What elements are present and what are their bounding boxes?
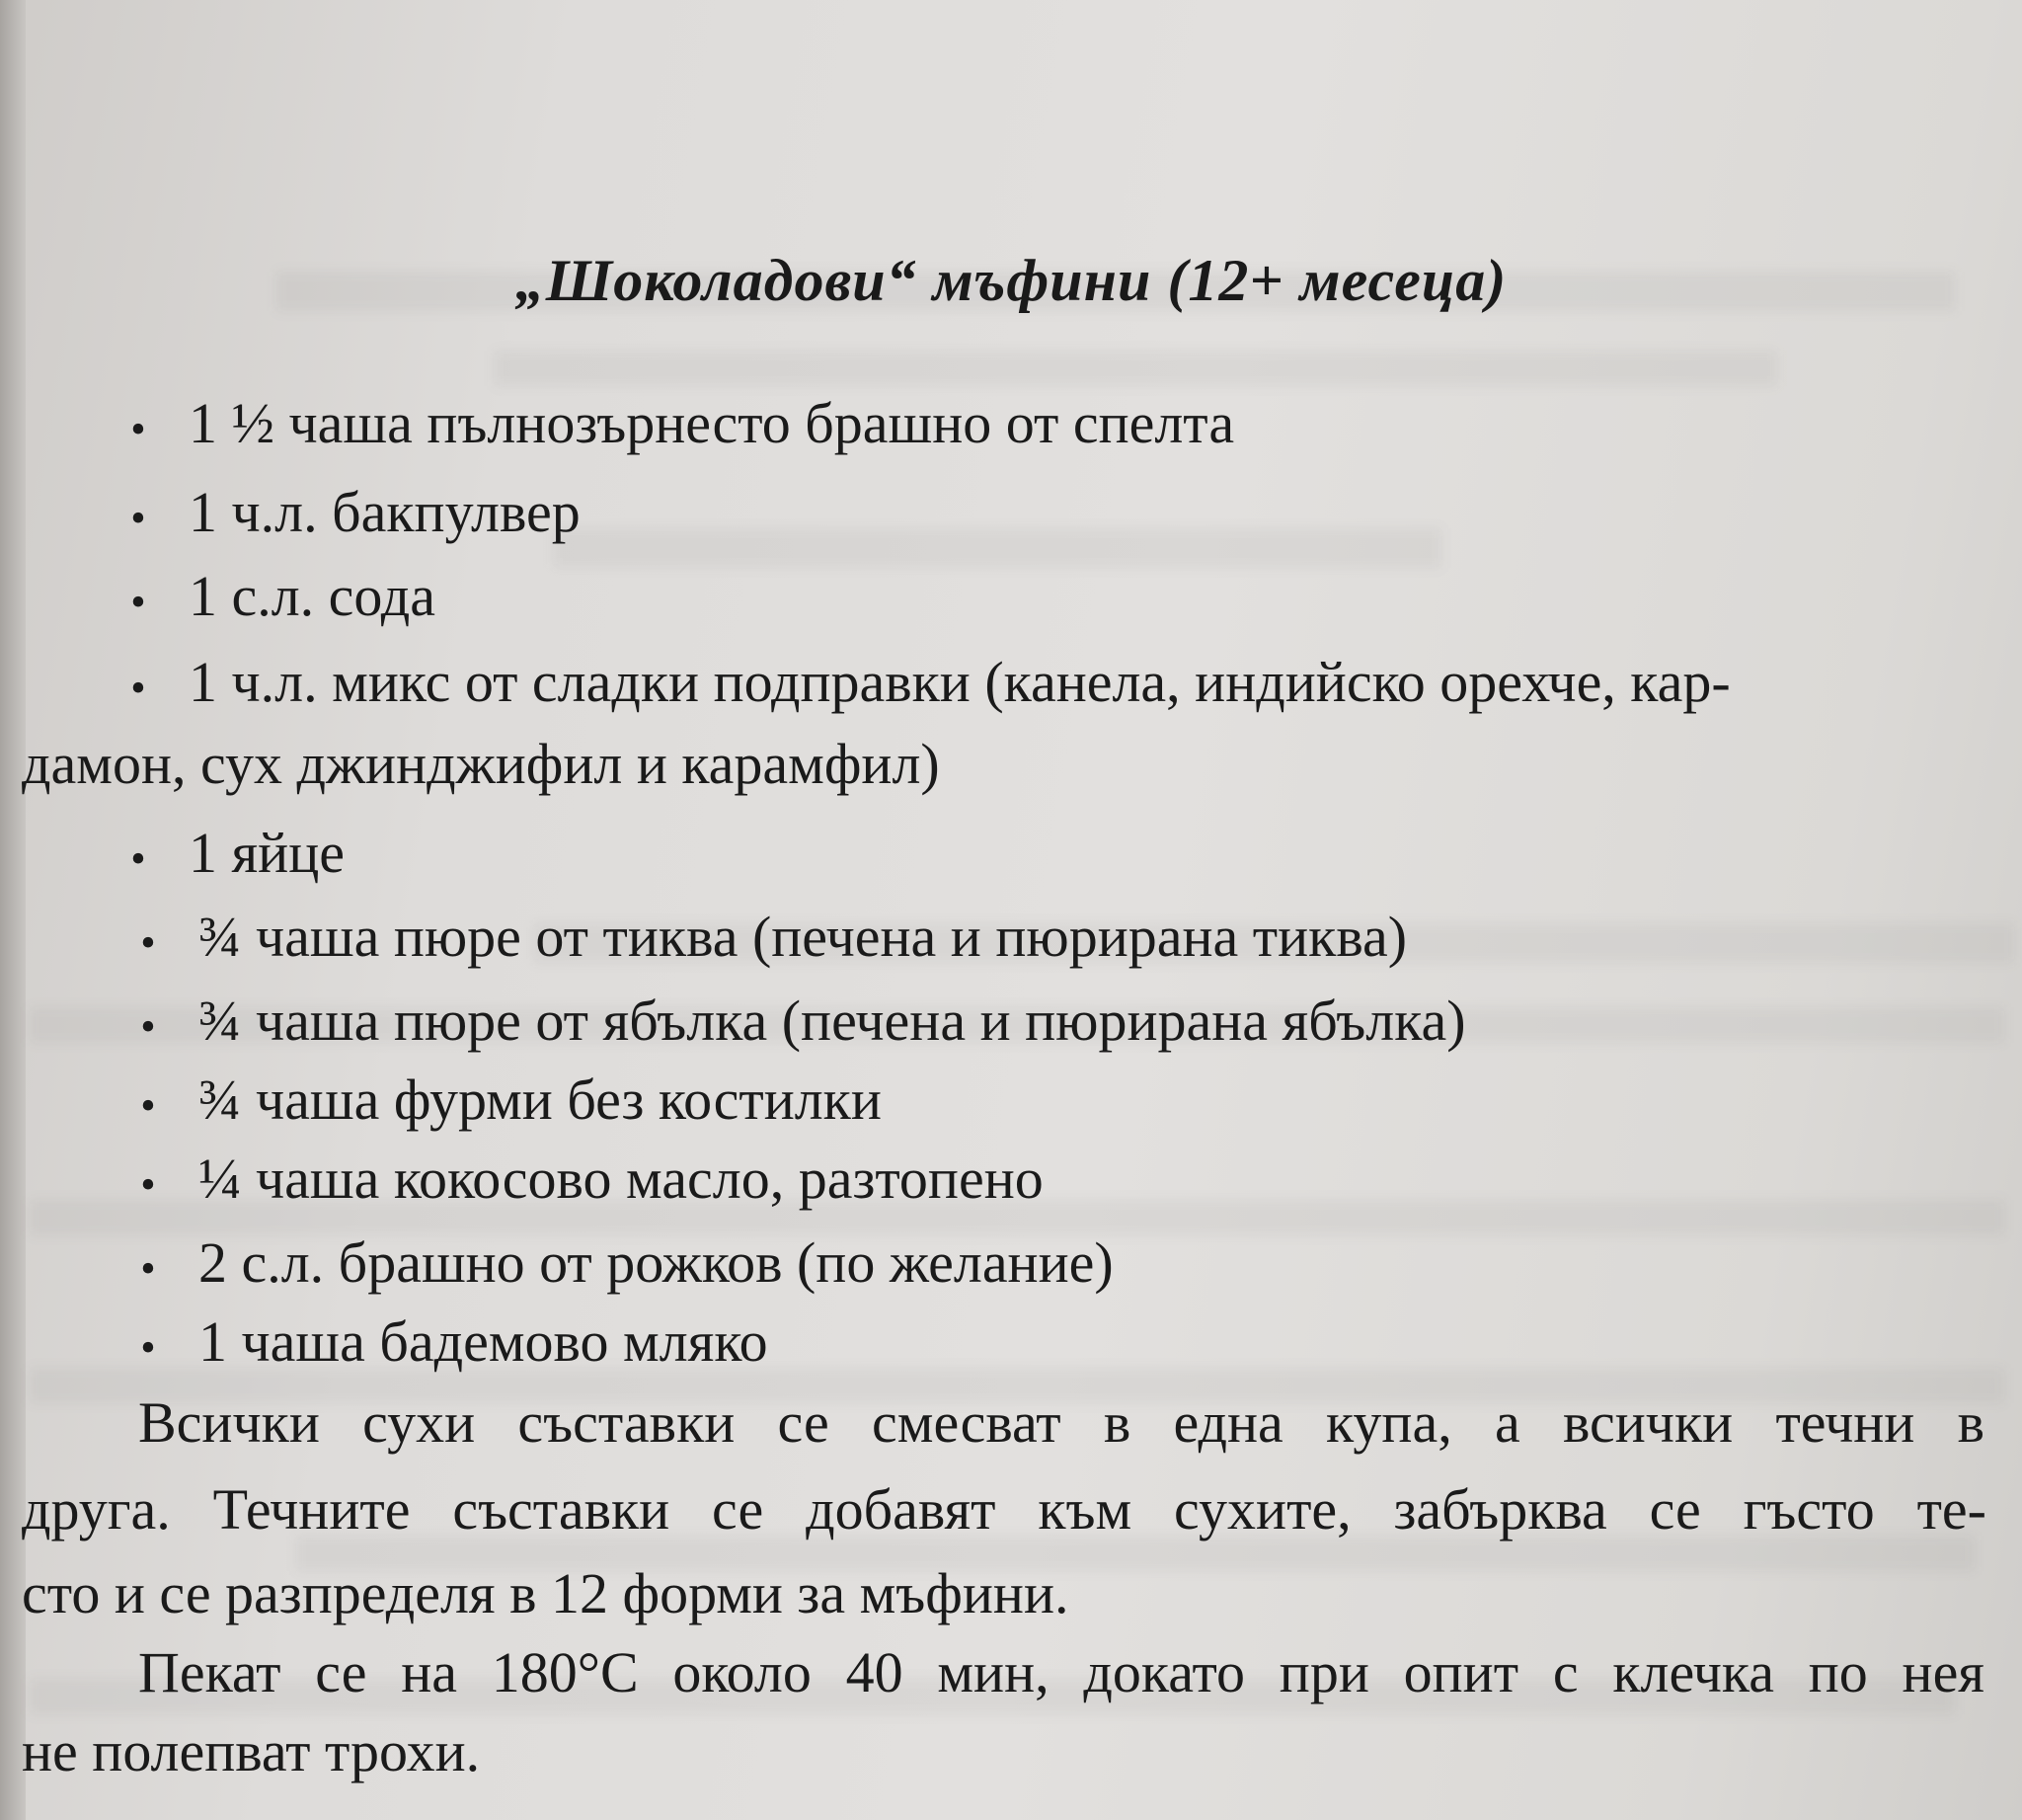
list-item	[123, 564, 436, 628]
bullet-icon: •	[130, 663, 146, 712]
bullet-icon: •	[130, 577, 146, 626]
ingredient-text: ¾ чаша пюре от ябълка (печена и пюрирана ябълка)	[198, 989, 1466, 1053]
recipe-title: „Шоколадови“ мъфини (12+ месеца)	[514, 248, 1508, 313]
bullet-icon: •	[140, 1243, 156, 1293]
bullet-icon: •	[130, 493, 146, 542]
list-item	[123, 391, 1235, 455]
instruction-line: сто и се разпределя в 12 форми за мъфини.	[22, 1561, 1069, 1625]
list-item	[133, 1147, 1044, 1211]
ingredient-continuation: дамон, сух джинджифил и карамфил)	[22, 732, 940, 796]
bullet-icon: •	[130, 833, 146, 883]
list-item	[133, 989, 1466, 1053]
instruction-line: друга. Течните съставки се добавят към сухите, забърква се гъсто те-	[22, 1477, 1986, 1542]
ingredient-text: 1 ½ чаша пълнозърнесто брашно от спелта	[189, 391, 1235, 455]
instruction-line: Всички сухи съставки се смесват в една купа, а всички течни в	[138, 1390, 1984, 1455]
bleed-through-shadow	[494, 351, 1777, 386]
ingredient-text: 1 ч.л. микс от сладки подправки (канела, индийско орехче, кар-	[189, 650, 1731, 714]
list-item	[133, 1309, 768, 1374]
ingredient-text: ¾ чаша пюре от тиква (печена и пюрирана тиква)	[198, 905, 1408, 969]
ingredient-text: 2 с.л. брашно от рожков (по желание)	[198, 1230, 1114, 1295]
ingredient-text: 1 яйце	[189, 821, 345, 885]
list-item	[123, 480, 581, 544]
bullet-icon: •	[130, 404, 146, 453]
ingredient-text: 1 ч.л. бакпулвер	[189, 480, 581, 544]
bullet-icon: •	[140, 1001, 156, 1051]
list-item	[123, 821, 345, 885]
ingredient-text: 1 чаша бадемово мляко	[198, 1309, 768, 1374]
ingredient-text: ¾ чаша фурми без костилки	[198, 1068, 882, 1132]
list-item	[133, 1230, 1114, 1295]
instruction-line: Пекат се на 180°С около 40 мин, докато при опит с клечка по нея	[138, 1640, 1984, 1704]
list-item	[123, 650, 1731, 714]
ingredient-text: ¼ чаша кокосово масло, разтопено	[198, 1147, 1044, 1211]
ingredient-text: 1 с.л. сода	[189, 564, 436, 628]
list-item	[133, 905, 1408, 969]
bullet-icon: •	[140, 1159, 156, 1209]
bullet-icon: •	[140, 917, 156, 967]
instruction-line: не полепват трохи.	[22, 1719, 481, 1783]
bullet-icon: •	[140, 1322, 156, 1372]
list-item	[133, 1068, 882, 1132]
bullet-icon: •	[140, 1080, 156, 1130]
bleed-through-shadow	[553, 528, 1441, 568]
